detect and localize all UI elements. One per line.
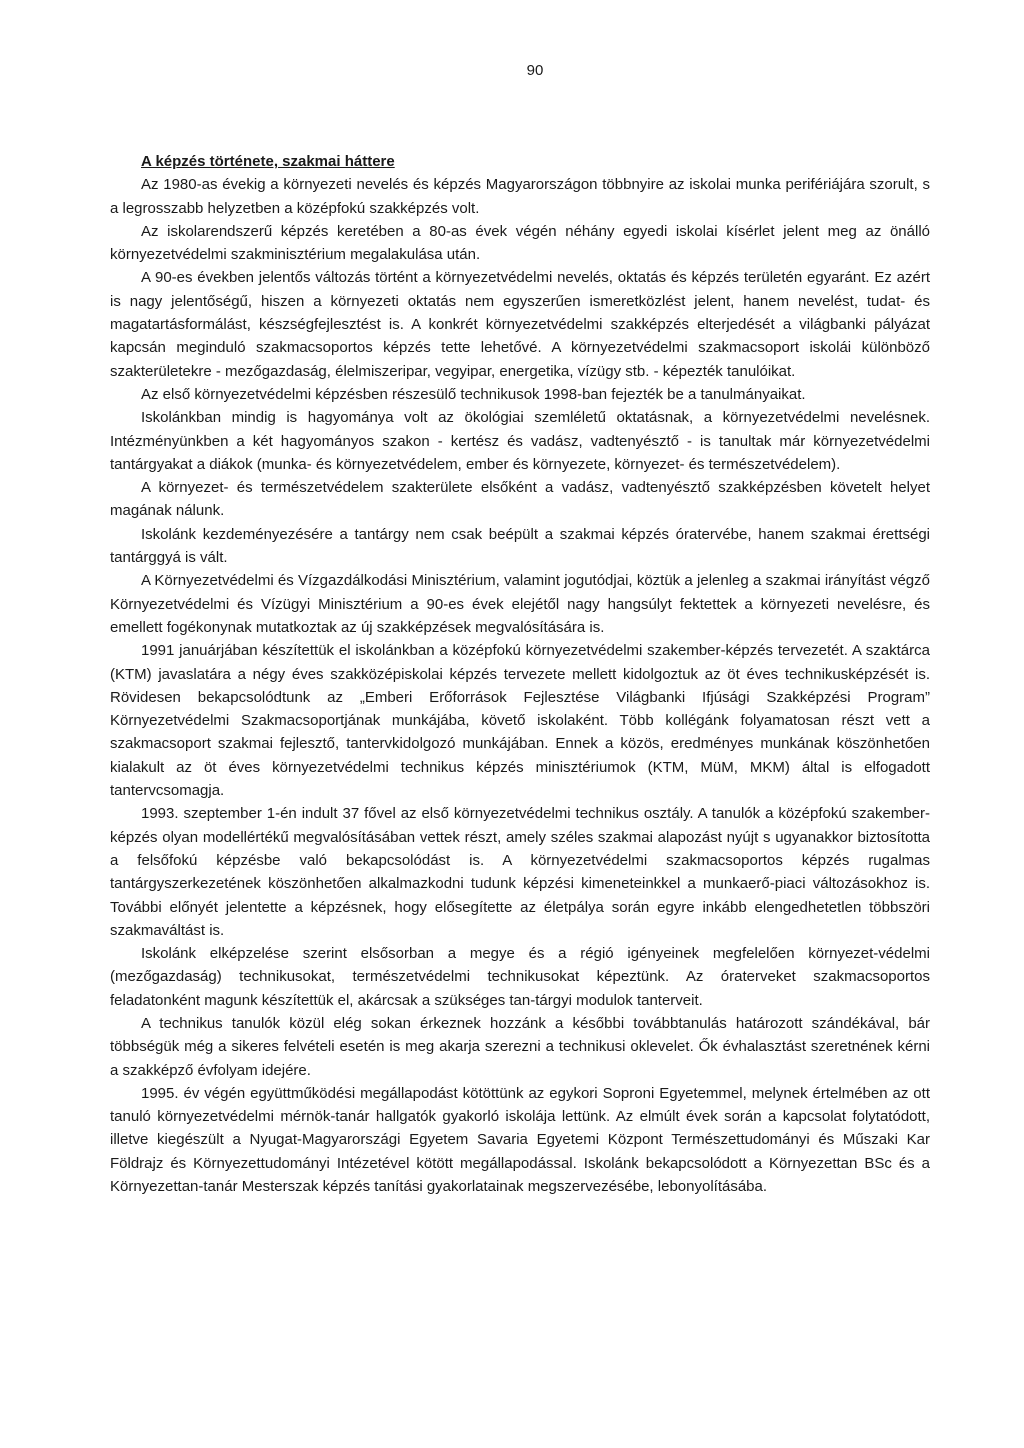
section-heading: A képzés története, szakmai háttere [141, 153, 395, 170]
paragraph: Iskolánk elképzelése szerint elsősorban a megye és a régió igényeinek megfelelően környezet-védelmi (mezőgazdaság) technikusokat, természetvédelmi technikusokat képeztünk. Az óraterveket szakmacsoportos feladatonként magunk készítettük el, akárcsak a szükséges tan-tárgyi modulok tanterveit. [110, 945, 930, 1009]
paragraph: Az 1980-as évekig a környezeti nevelés és képzés Magyarországon többnyire az iskolai munka perifériájára szorult, s a legrosszabb helyzetben a középfokú szakképzés volt. [110, 176, 930, 217]
page-number: 90 [526, 62, 544, 79]
paragraph: Iskolánk kezdeményezésére a tantárgy nem csak beépült a szakmai képzés óratervébe, hanem szakmai érettségi tantárggyá is vált. [110, 525, 930, 567]
paragraph: Az első környezetvédelmi képzésben részesülő technikusok 1998-ban fejezték be a tanulmányaikat. [141, 385, 806, 403]
paragraph: Iskolánkban mindig is hagyománya volt az ökológiai szemléletű oktatásnak, a környezetvédelmi nevelésnek. Intézményünkben a két hagyományos szakon - kertész és vadász, vadtenyésztő - is tanultak már környezetvédelmi tantárgyakat a diákok (munka- és környezetvédelem, ember és környezete, környezet- és természetvédelem). [110, 409, 930, 473]
paragraph: 1991 januárjában készítettük el iskolánkban a középfokú környezetvédelmi szakember-képzés tervezetét. A szaktárca (KTM) javaslatára a négy éves szakközépiskolai képzés tervezete mellett kidolgoztuk az öt éves technikusképzését is. Rövidesen bekapcsolódtunk az „Emberi Erőforrások Fejlesztése Világbanki Ifjúsági Szakképzési Program” Környezetvédelmi Szakmacsoportjának munkájába, követő iskolaként. Több kollégánk folyamatosan részt vett a szakmacsoport szakmai fejlesztő, tantervkidolgozó munkájában. Ennek a közös, eredményes munkának köszönhetően kialakult az öt éves környezetvédelmi technikus képzés minisztériumok (KTM, MüM, MKM) által is elfogadott tantervcsomagja. [110, 642, 930, 800]
paragraph: 1993. szeptember 1-én indult 37 fővel az első környezetvédelmi technikus osztály. A tanulók a középfokú szakember-képzés olyan modellértékű megvalósításában vettek részt, amely széles szakmai alapozást nyújt s ugyanakkor biztosította a felsőfokú képzésbe való bekapcsolódást is. A környezetvédelmi szakmacsoportos képzés rugalmas tantárgyszerkezetének köszönhetően alkalmazkodni tudunk képzési kimeneteinkkel a munkaerő-piaci változásokhoz is. További előnyét jelentette a képzésnek, hogy elősegítette az életpálya során egyre inkább elengedhetetlen többszöri szakmaváltást is. [110, 805, 930, 939]
paragraph: A környezet- és természetvédelem szakterülete elsőként a vadász, vadtenyésztő szakképzésben követelt helyet magának nálunk. [110, 479, 930, 520]
paragraph: Az iskolarendszerű képzés keretében a 80-as évek végén néhány egyedi iskolai kísérlet jelent meg az önálló környezetvédelmi szakminisztérium megalakulása után. [110, 222, 930, 264]
paragraph: A Környezetvédelmi és Vízgazdálkodási Minisztérium, valamint jogutódjai, köztük a jelenleg a szakmai irányítást végző Környezetvédelmi és Vízügyi Minisztérium a 90-es évek elejétől nagy hangsúlyt fektettek a környezeti nevelésre, és emellett fogékonynak mutatkoztak az új szakképzések megvalósítására is. [110, 572, 930, 636]
document-body [110, 150, 930, 1198]
paragraph: A technikus tanulók közül elég sokan érkeznek hozzánk a későbbi továbbtanulás határozott szándékával, bár többségük még a sikeres felvételi esetén is meg akarja szerezni a technikusi oklevelet. Ők évhalasztást szeretnének kérni a szakképző évfolyam idejére. [110, 1014, 930, 1079]
paragraph: A 90-es években jelentős változás történt a környezetvédelmi nevelés, oktatás és képzés területén egyaránt. Ez azért is nagy jelentőségű, hiszen a környezeti oktatás nem egyszerűen ismeretközlést jelent, hanem nevelést, tudat- és magatartásformálást, készségfejlesztést is. A konkrét környezetvédelmi szakképzés elterjedését a világbanki pályázat kapcsán meginduló szakmacsoportos képzés tette lehetővé. A környezetvédelmi szakmacsoport iskolái különböző szakterületekre - mezőgazdaság, élelmiszeripar, vegyipar, energetika, vízügy stb. - képezték tanulóikat. [110, 269, 930, 380]
paragraph: 1995. év végén együttműködési megállapodást kötöttünk az egykori Soproni Egyetemmel, melynek értelmében az ott tanuló környezetvédelmi mérnök-tanár hallgatók gyakorló iskolája lettünk. Az elmúlt évek során a kapcsolat folytatódott, illetve kiegészült a Nyugat-Magyarországi Egyetem Savaria Egyetemi Központ Természettudományi és Műszaki Kar Földrajz és Környezettudományi Intézetével kötött megállapodással. Iskolánk bekapcsolódott a Környezettan BSc és a Környezettan-tanár Mesterszak képzés tanítási gyakorlatainak megszervezésébe, lebonyolításába. [110, 1084, 930, 1196]
